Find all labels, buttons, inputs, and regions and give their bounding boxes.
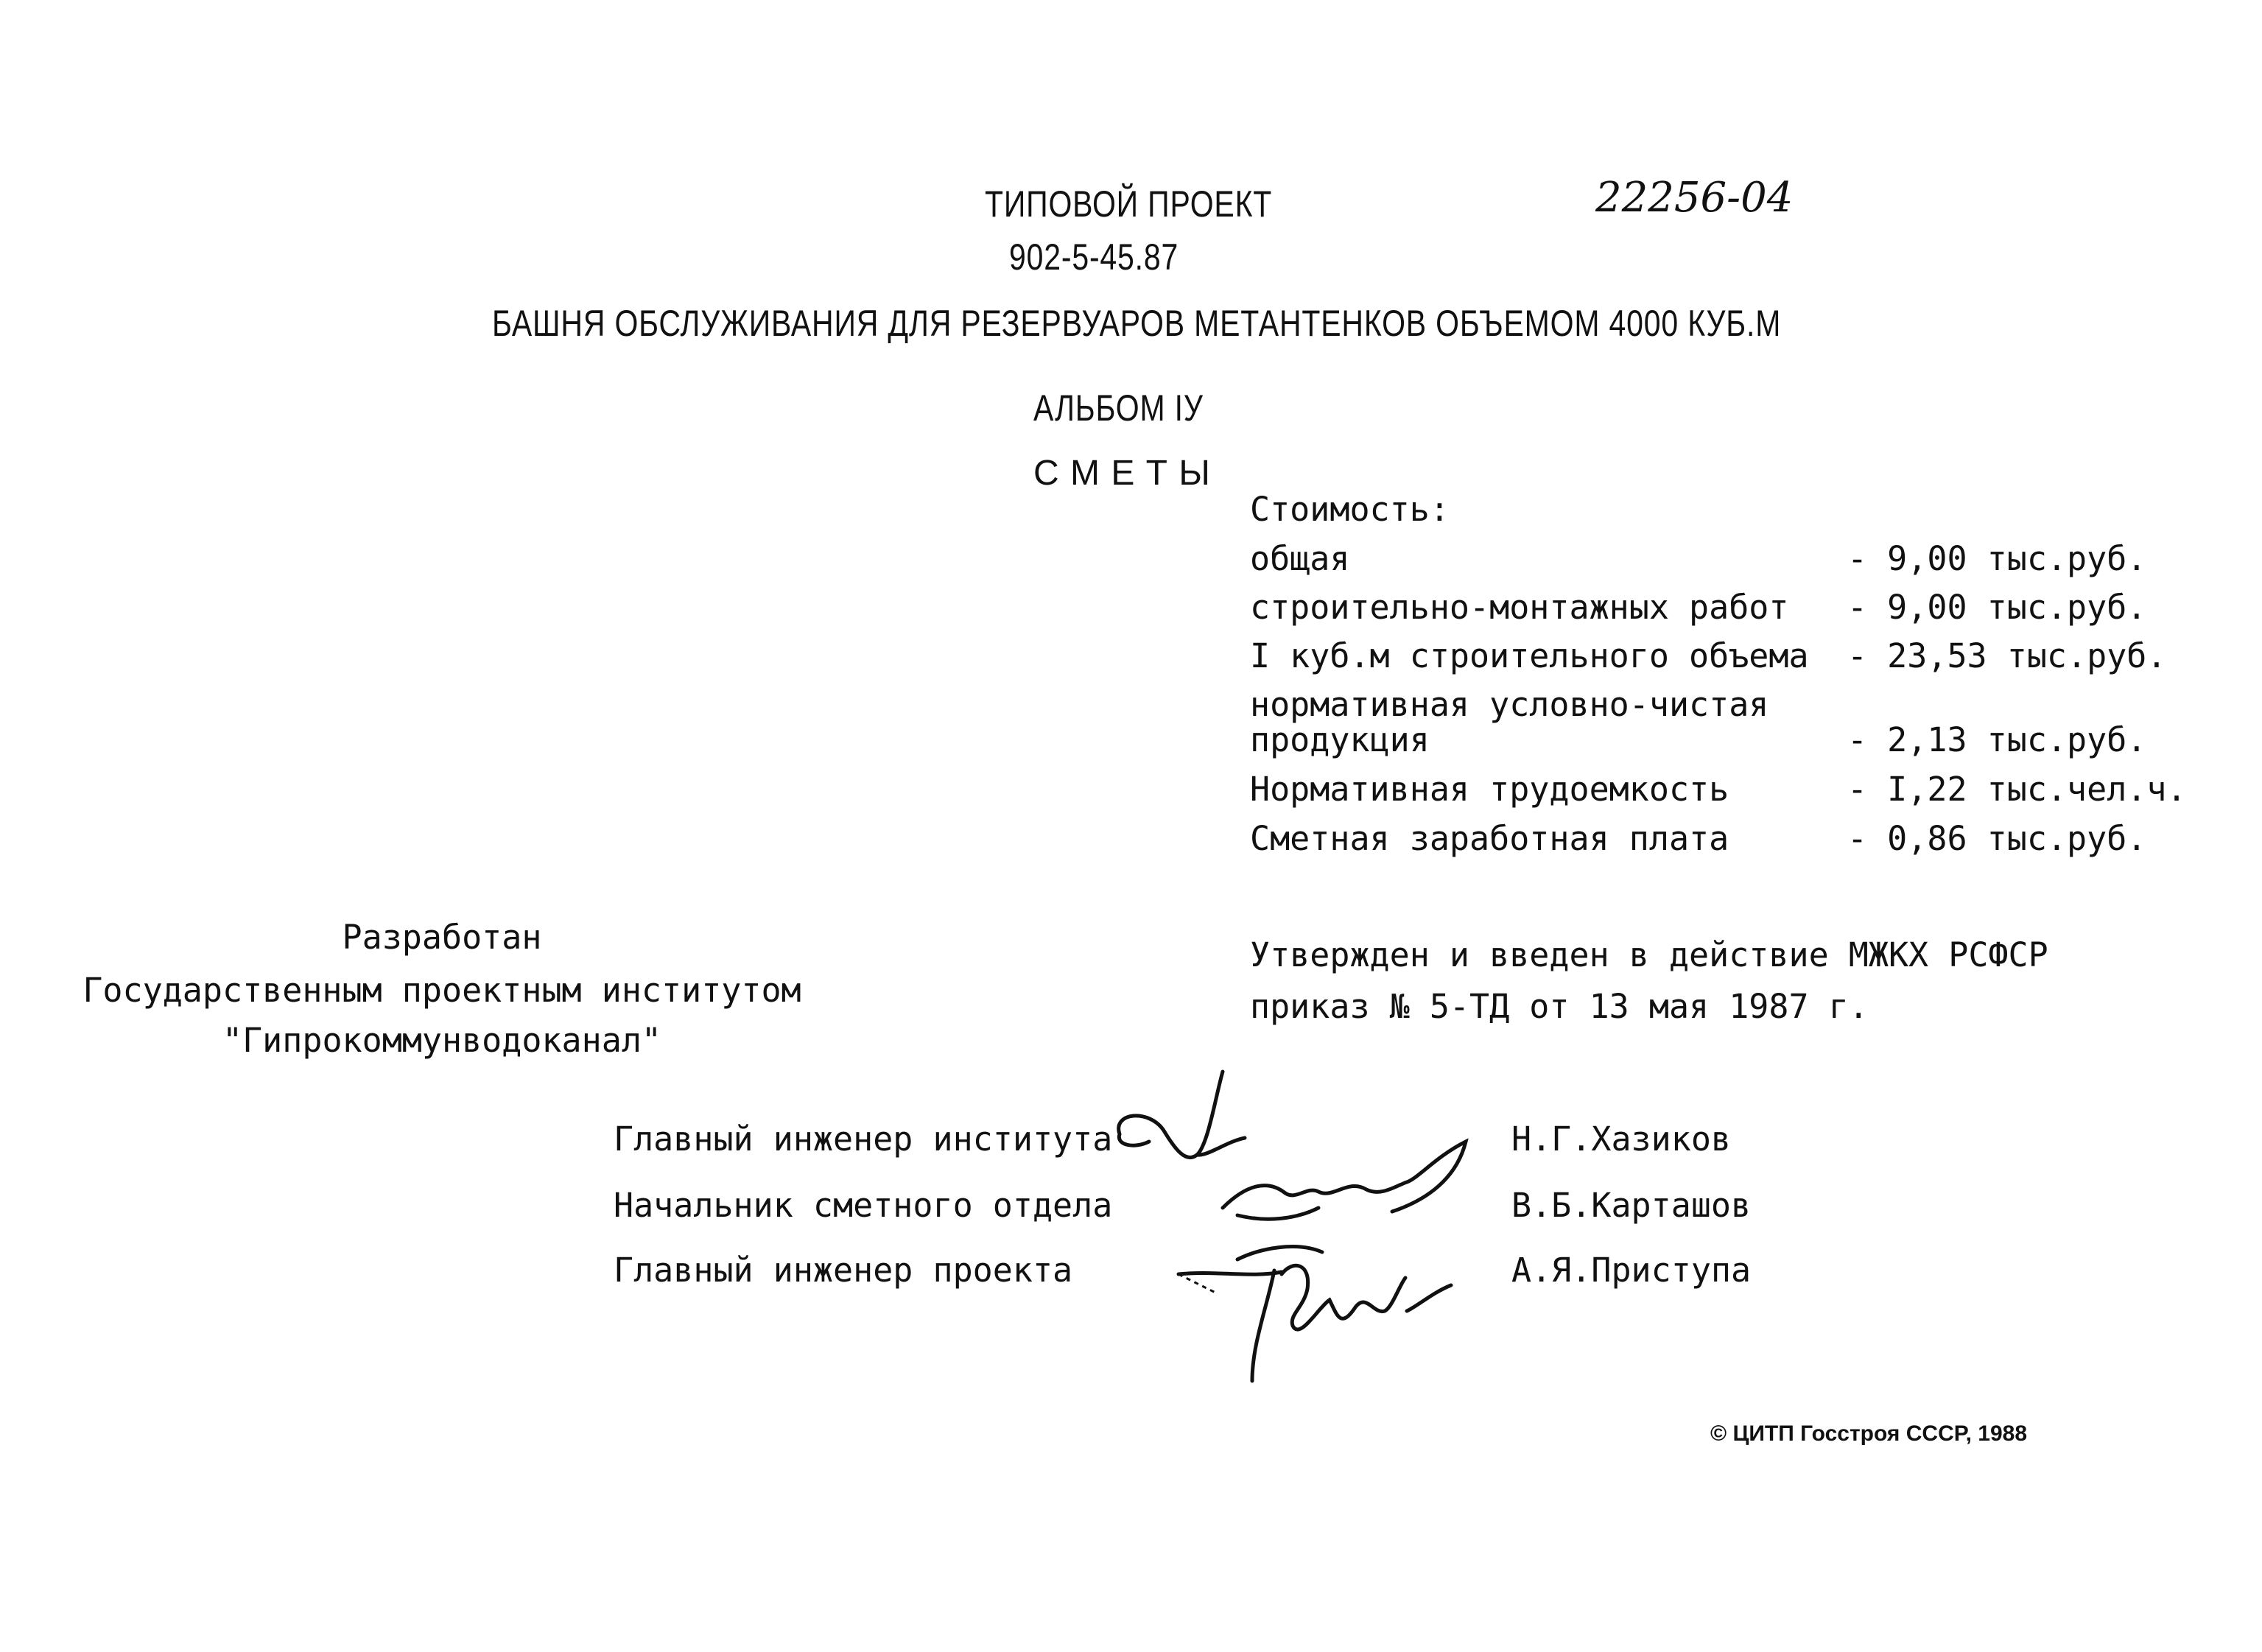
section-label: С М Е Т Ы bbox=[1033, 454, 1211, 493]
project-number: 902-5-45.87 bbox=[1009, 236, 1179, 278]
cost-label-construction: строительно-монтажных работ bbox=[1250, 588, 1789, 627]
approval-line2: приказ № 5-ТД от 13 мая 1987 г. bbox=[1250, 987, 1869, 1026]
copyright: © ЦИТП Госстроя СССР, 1988 bbox=[1710, 1421, 2028, 1446]
cost-label-net-product-line2: продукция bbox=[1250, 720, 1430, 759]
archive-number: 22256-04 bbox=[1595, 174, 1794, 222]
signature-project-engineer bbox=[1171, 1219, 1458, 1388]
cost-value-construction: - 9,00 тыс.руб. bbox=[1847, 588, 2147, 627]
signatory-name-estimates-head: В.Б.Карташов bbox=[1511, 1186, 1752, 1225]
album-label: АЛЬБОМ IУ bbox=[1033, 387, 1204, 429]
cost-heading: Стоимость: bbox=[1250, 490, 1450, 529]
signatory-name-project-engineer: А.Я.Приступа bbox=[1511, 1251, 1752, 1290]
signatory-role-estimates-head: Начальник сметного отдела bbox=[614, 1186, 1113, 1225]
developer-line1: Разработан bbox=[342, 918, 542, 957]
developer-line2: Государственным проектным институтом bbox=[82, 971, 801, 1010]
cost-label-labor: Нормативная трудоемкость bbox=[1250, 770, 1729, 809]
project-type: ТИПОВОЙ ПРОЕКТ bbox=[985, 183, 1273, 225]
signatory-name-chief-engineer: Н.Г.Хазиков bbox=[1511, 1120, 1732, 1159]
approval-line1: Утвержден и введен в действие МЖКХ РСФСР bbox=[1250, 935, 2048, 974]
developer-line3: "Гипрокоммунводоканал" bbox=[222, 1021, 662, 1060]
cost-label-total: общая bbox=[1250, 539, 1350, 578]
document-title: БАШНЯ ОБСЛУЖИВАНИЯ ДЛЯ РЕЗЕРВУАРОВ МЕТАНТЕНКОВ ОБЪЕМОМ 4000 КУБ.М bbox=[492, 303, 1782, 344]
signatory-role-chief-engineer: Главный инженер института bbox=[614, 1120, 1113, 1159]
cost-label-per-cubic-meter: I куб.м строительного объема bbox=[1250, 636, 1809, 675]
cost-label-net-product-line1: нормативная условно-чистая bbox=[1250, 685, 1769, 724]
signatory-role-project-engineer: Главный инженер проекта bbox=[614, 1251, 1073, 1290]
cost-value-wages: - 0,86 тыс.руб. bbox=[1847, 819, 2147, 858]
cost-value-total: - 9,00 тыс.руб. bbox=[1847, 539, 2147, 578]
cost-value-per-cubic-meter: - 23,53 тыс.руб. bbox=[1847, 636, 2167, 675]
cost-label-wages: Сметная заработная плата bbox=[1250, 819, 1729, 858]
cost-value-labor: - I,22 тыс.чел.ч. bbox=[1847, 770, 2187, 809]
cost-value-net-product: - 2,13 тыс.руб. bbox=[1847, 720, 2147, 759]
